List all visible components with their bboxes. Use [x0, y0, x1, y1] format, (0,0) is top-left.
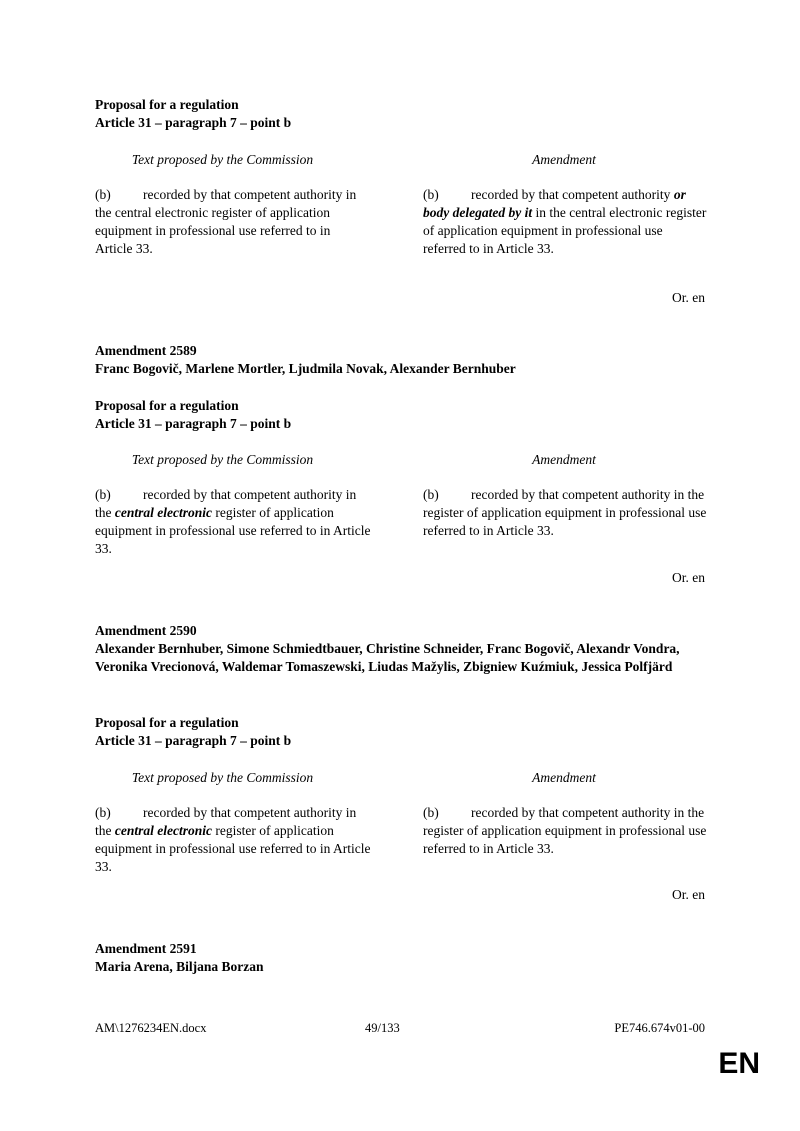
amendment-header: Amendment [532, 152, 596, 167]
amendment-block-3 [95, 622, 705, 676]
commission-text: (b) recorded by that competent authority in the central electronic register of application equipment in professional use referred to in Article 33. [95, 187, 357, 256]
proposal-heading: Proposal for a regulation Article 31 – paragraph 7 – point b [95, 398, 292, 431]
amendment-block-2 [95, 342, 705, 378]
commission-header: Text proposed by the Commission [131, 770, 314, 785]
document-reference: AM\1276234EN.docx [95, 1021, 207, 1035]
page-number: 49/133 [365, 1021, 400, 1035]
amendment-text: (b) recorded by that competent authority in the register of application equipment in professional use referred to in Article 33. [423, 487, 707, 538]
column-headers [95, 151, 705, 169]
language-badge: EN [718, 1047, 760, 1080]
amendment-text: (b) recorded by that competent authority or body delegated by it in the central electronic register of application equipment in professional use referred to in Article 33. [423, 187, 707, 256]
proposal-heading: Proposal for a regulation Article 31 – paragraph 7 – point b [95, 97, 292, 130]
commission-text: (b) recorded by that competent authority in the central electronic register of application equipment in professional use referred to in Article 33. [95, 487, 371, 556]
amendment-authors: Alexander Bernhuber, Simone Schmiedtbauer, Christine Schneider, Franc Bogovič, Alexandr Vondra, Veronika Vrecionová, Waldemar Tomaszewski, Liudas Mažylis, Zbigniew Kuźmiuk, Jessica Polfjärd [95, 641, 680, 674]
amendment-header: Amendment [532, 452, 596, 467]
amendment-authors: Franc Bogovič, Marlene Mortler, Ljudmila Novak, Alexander Bernhuber [95, 361, 516, 376]
amendment-number: Amendment 2590 [95, 623, 197, 638]
original-language: Or. en [672, 570, 705, 585]
amendment-block-1 [95, 96, 705, 132]
amendment-block-4 [95, 940, 705, 976]
amendment-authors: Maria Arena, Biljana Borzan [95, 959, 264, 974]
pe-reference: PE746.674v01-00 [614, 1021, 705, 1035]
column-headers [95, 769, 705, 787]
amendment-text: (b) recorded by that competent authority in the register of application equipment in professional use referred to in Article 33. [423, 805, 707, 856]
commission-header: Text proposed by the Commission [131, 152, 314, 167]
commission-header: Text proposed by the Commission [131, 452, 314, 467]
amendment-header: Amendment [532, 770, 596, 785]
proposal-heading: Proposal for a regulation Article 31 – paragraph 7 – point b [95, 715, 292, 748]
column-headers [95, 451, 705, 469]
amendment-number: Amendment 2589 [95, 343, 197, 358]
commission-text: (b) recorded by that competent authority in the central electronic register of application equipment in professional use referred to in Article 33. [95, 805, 371, 874]
original-language: Or. en [672, 290, 705, 305]
amendment-number: Amendment 2591 [95, 941, 197, 956]
original-language: Or. en [672, 887, 705, 902]
